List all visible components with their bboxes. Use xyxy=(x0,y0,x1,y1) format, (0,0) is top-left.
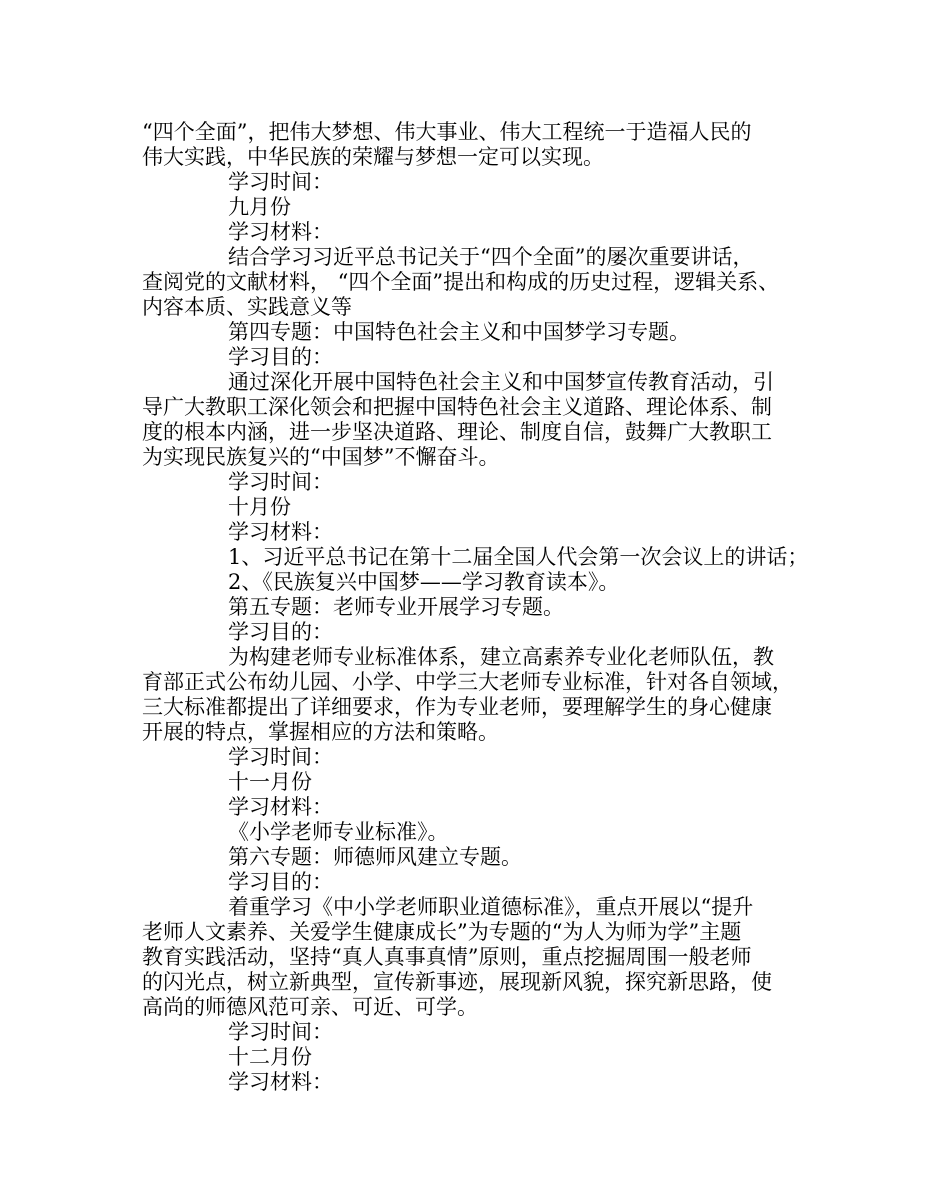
text-line: “四个全面”，把伟大梦想、伟大事业、伟大工程统一于造福人民的 xyxy=(142,120,752,144)
text-line: 着重学习《中小学老师职业道德标准》，重点开展以“提升 xyxy=(228,895,754,919)
text-line: 老师人文素养、关爱学生健康成长”为专题的“为人为师为学”主题 xyxy=(142,920,742,944)
text-line: 教育实践活动，坚持“真人真事真情”原则，重点挖掘周围一般老师 xyxy=(142,945,752,969)
text-line: 三大标准都提出了详细要求，作为专业老师，要理解学生的身心健康 xyxy=(142,695,772,719)
text-line: 伟大实践，中华民族的荣耀与梦想一定可以实现。 xyxy=(142,145,604,169)
text-line: 学习时间： xyxy=(228,170,333,194)
text-line: 学习材料： xyxy=(228,220,333,244)
text-line: 查阅党的文献材料， “四个全面”提出和构成的历史过程，逻辑关系、 xyxy=(142,270,780,294)
text-line: 学习材料： xyxy=(228,520,333,544)
text-line: 导广大教职工深化领会和把握中国特色社会主义道路、理论体系、制 xyxy=(142,395,772,419)
text-line: 十一月份 xyxy=(228,770,312,794)
text-line: 学习时间： xyxy=(228,1020,333,1044)
document-page xyxy=(142,120,832,1095)
text-line: 2、《民族复兴中国梦——学习教育读本》。 xyxy=(228,570,620,594)
text-line: 十二月份 xyxy=(228,1045,312,1069)
text-line: 内容本质、实践意义等 xyxy=(142,295,352,319)
text-line: 九月份 xyxy=(228,195,291,219)
text-line: 第五专题：老师专业开展学习专题。 xyxy=(228,595,564,619)
text-line: 学习时间： xyxy=(228,470,333,494)
text-line: 第六专题：师德师风建立专题。 xyxy=(228,845,522,869)
text-line: 学习目的： xyxy=(228,345,333,369)
text-line: 第四专题：中国特色社会主义和中国梦学习专题。 xyxy=(228,320,690,344)
text-line: 结合学习习近平总书记关于“四个全面”的屡次重要讲话， xyxy=(228,245,754,269)
text-line: 学习材料： xyxy=(228,1070,333,1094)
text-line: 十月份 xyxy=(228,495,291,519)
text-line: 度的根本内涵，进一步坚决道路、理论、制度自信，鼓舞广大教职工 xyxy=(142,420,772,444)
text-line: 开展的特点，掌握相应的方法和策略。 xyxy=(142,720,499,744)
text-line: 《小学老师专业标准》。 xyxy=(228,820,449,844)
text-line: 学习目的： xyxy=(228,620,333,644)
text-line: 通过深化开展中国特色社会主义和中国梦宣传教育活动，引 xyxy=(228,370,774,394)
text-line: 学习时间： xyxy=(228,745,333,769)
text-line: 育部正式公布幼儿园、小学、中学三大老师专业标准，针对各自领域， xyxy=(142,670,793,694)
text-line: 高尚的师德风范可亲、可近、可学。 xyxy=(142,995,478,1019)
text-line: 学习目的： xyxy=(228,870,333,894)
text-line: 的闪光点，树立新典型，宣传新事迹，展现新风貌，探究新思路，使 xyxy=(142,970,772,994)
text-line: 学习材料： xyxy=(228,795,333,819)
text-line: 为构建老师专业标准体系，建立高素养专业化老师队伍，教 xyxy=(228,645,774,669)
text-line: 1、习近平总书记在第十二届全国人代会第一次会议上的讲话； xyxy=(228,545,809,569)
text-line: 为实现民族复兴的“中国梦”不懈奋斗。 xyxy=(142,445,500,469)
